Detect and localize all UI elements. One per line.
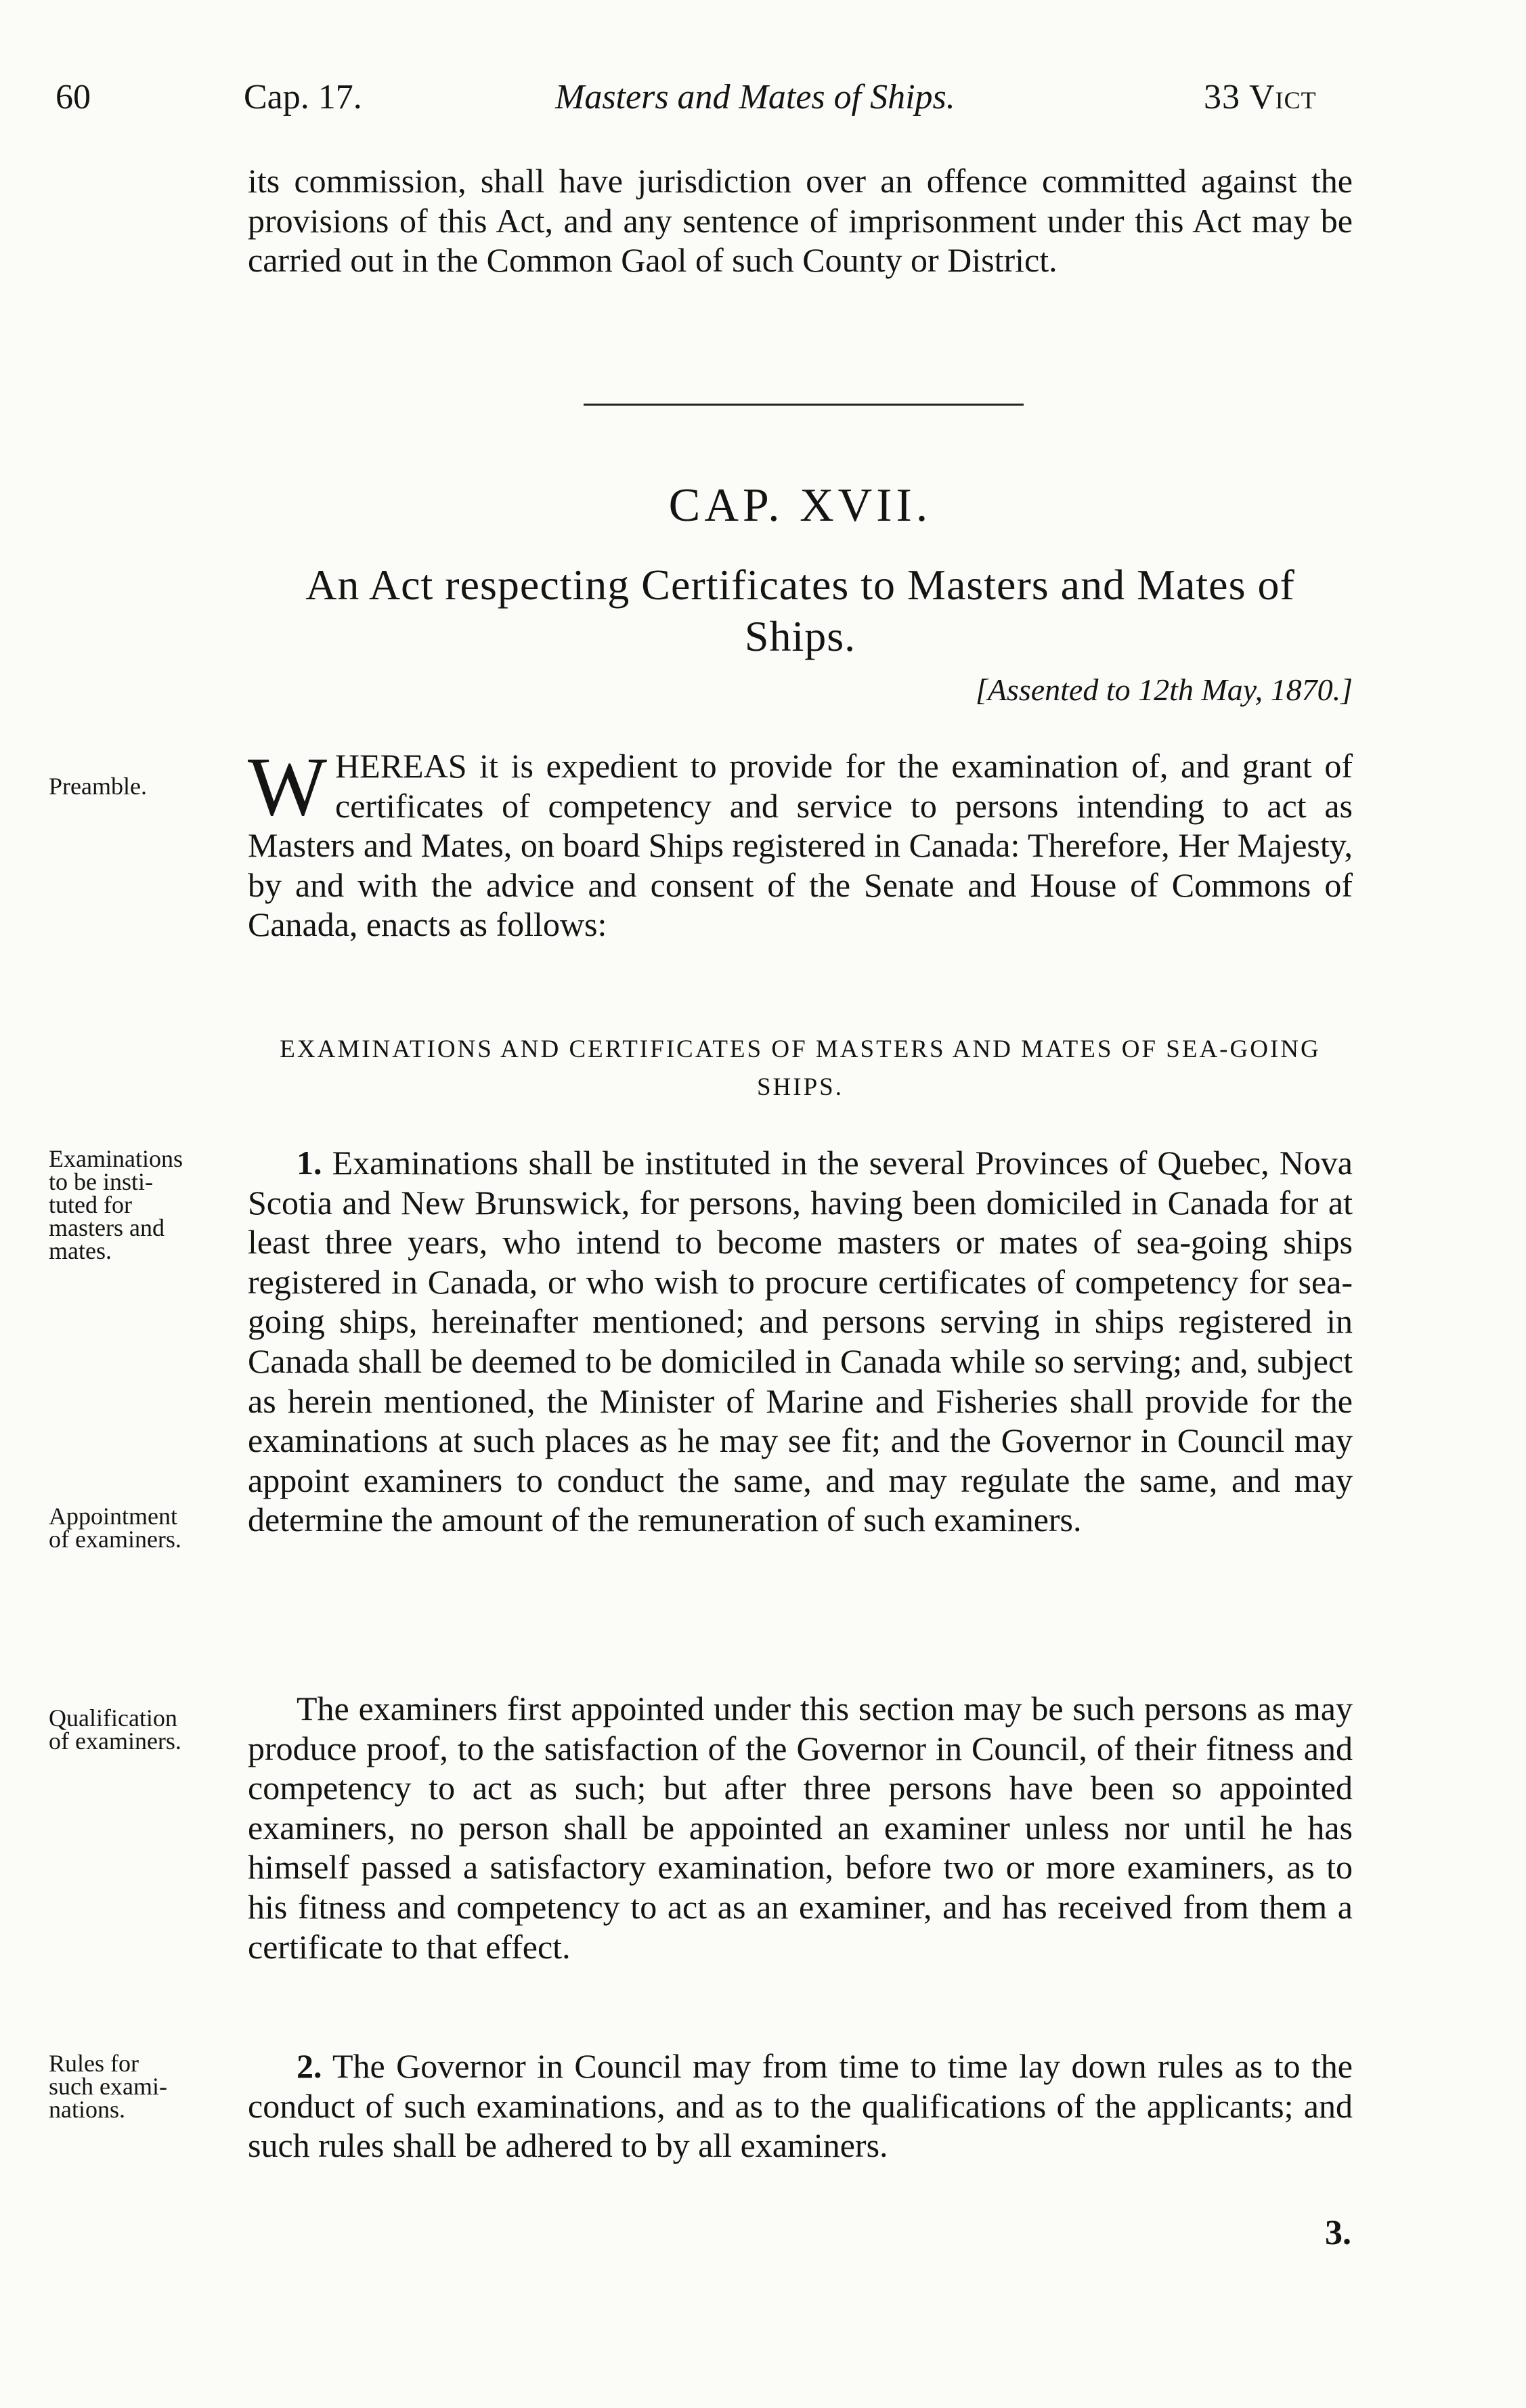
- qualification-text: The examiners first appointed under this section may be such persons as may produce proof, to the satisfaction of the Governor in Council, of their fitness and competency to act as such; but after three persons have been so appointed examiners, no person shall be appointed an examiner unless nor until he has himself passed a satisfactory examination, before two or more examiners, as to his fitness and competency to act as an examiner, and has received from them a certificate to that effect.: [248, 1690, 1353, 1966]
- section-1-number: 1.: [297, 1144, 322, 1182]
- header-running-title: Masters and Mates of Ships.: [555, 78, 955, 116]
- catchword: 3.: [1325, 2214, 1351, 2252]
- section-heading: EXAMINATIONS AND CERTIFICATES OF MASTERS AND MATES OF SEA-GOING SHIPS.: [280, 1035, 1321, 1101]
- page-number: 60: [56, 78, 91, 116]
- header-chapter: Cap. 17.: [244, 78, 362, 116]
- chapter-heading: CAP. XVII.: [668, 479, 932, 532]
- section-1-text: Examinations shall be instituted in the several Provinces of Quebec, Nova Scotia and New Brunswick, for persons, having been domiciled in Canada for at least three years, who intend to become masters or mates of sea-going ships registered in Canada, or who wish to procure certificates of competency for sea-going ships, hereinafter mentioned; and persons serving in ships registered in Canada shall be deemed to be domiciled in Canada while so serving; and, subject as herein mentioned, the Minister of Marine and Fisheries shall provide for the examinations at such places as he may see fit; and the Governor in Council may appoint examiners to conduct the same, and may regulate the same, and may determine the amount of the remuneration of such examiners.: [248, 1144, 1353, 1539]
- margin-note-appointment: Appointment of examiners.: [49, 1503, 181, 1553]
- continuation-text: its commission, shall have jurisdiction over an offence committed against the provisions of this Act, and any sentence of imprisonment under this Act may be carried out in the Common Gaol of such County or District.: [248, 162, 1353, 280]
- continuation-paragraph: [248, 161, 1353, 280]
- margin-note-rules: Rules for such exami- nations.: [49, 2050, 167, 2123]
- margin-note-qualification: Qualification of examiners.: [49, 1704, 181, 1755]
- preamble-dropcap: W: [248, 740, 328, 833]
- section-2-text: The Governor in Council may from time to time lay down rules as to the conduct of such examinations, and as to the qualifications of the applicants; and such rules shall be adhered to by all examiners.: [248, 2047, 1353, 2165]
- section-2-number: 2.: [297, 2047, 322, 2085]
- assent-date: [Assented to 12th May, 1870.]: [975, 672, 1353, 707]
- section-divider-rule: [584, 404, 1024, 406]
- act-title: An Act respecting Certificates to Masters and Mates of Ships.: [305, 561, 1295, 660]
- qualification-paragraph: [248, 1689, 1353, 1966]
- section-1-paragraph: [248, 1143, 1353, 1540]
- section-2-paragraph: [248, 2046, 1353, 2166]
- margin-note-preamble: Preamble.: [49, 773, 147, 800]
- header-regnal-year: 33 Vict: [1204, 78, 1317, 116]
- preamble-text: HEREAS it is expedient to provide for the examination of, and grant of certificates of competency and service to persons intending to act as Masters and Mates, on board Ships registered in Canada: Therefore, Her Majesty, by and with the advice and consent of the Senate and House of Commons of Canada, enacts as follows:: [248, 747, 1353, 944]
- margin-note-examinations: Examinations to be insti- tuted for masters and mates.: [49, 1145, 183, 1264]
- preamble-paragraph: [248, 740, 1353, 945]
